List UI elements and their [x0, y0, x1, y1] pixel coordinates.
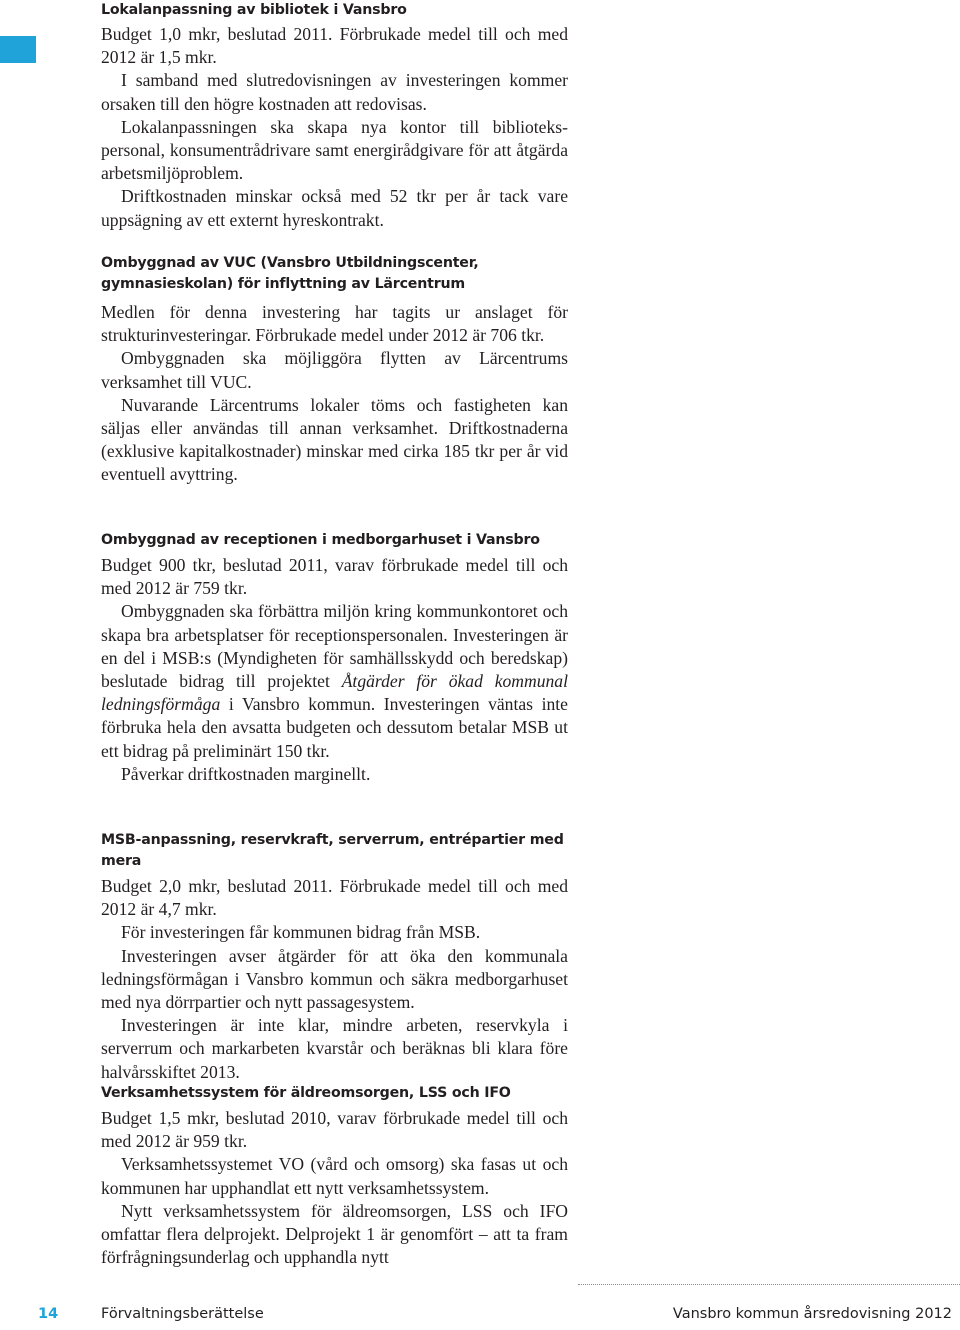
paragraph: Nuvarande Lärcentrums lokaler töms och fastigheten kan säljas eller användas till annan verksamhet. Driftkostnaderna (exklusive kapitalkostnader) minskar med cirka 185 tkr per år vid eventuell avyttring.	[101, 394, 568, 485]
paragraph: I samband med slutredovisningen av investeringen kommer orsaken till den högre kostnaden att redovisas.	[101, 70, 568, 114]
paragraph: Verksamhetssystemet VO (vård och omsorg) ska fasas ut och kommunen har upphandlat ett nytt verksamhetssystem.	[101, 1154, 568, 1198]
section-msb	[101, 830, 568, 1084]
section-verksamhetssystem	[101, 1083, 568, 1269]
section-heading: Ombyggnad av receptionen i medborgarhuset i Vansbro	[101, 532, 540, 548]
section-tab-marker	[0, 36, 36, 63]
page-number: 14	[38, 1306, 59, 1322]
paragraph: För investeringen får kommunen bidrag från MSB.	[121, 922, 481, 943]
paragraph: Lokalanpassningen ska skapa nya kontor till bibliotekspersonal, konsumentrådrivare samt energirådgivare för att åtgärda arbetsmiljöproblem.	[101, 116, 568, 184]
paragraph: Medlen för denna investering har tagits ur anslaget för strukturinvesteringar. Förbrukade medel under 2012 är 706 tkr.	[101, 302, 568, 346]
paragraph: Investeringen avser åtgärder för att öka den kommunala ledningsförmågan i Vansbro kommun och säkra medborgarhuset med nya dörrpartier och nytt passagesystem.	[101, 945, 568, 1013]
footer-section-title: Förvaltningsberättelse	[101, 1306, 264, 1322]
paragraph: Budget 1,5 mkr, beslutad 2010, varav förbrukade medel till och med 2012 är 959 tkr.	[101, 1108, 568, 1152]
paragraph: Nytt verksamhetssystem för äldreomsorgen, LSS och IFO omfattar flera delprojekt. Delprojekt 1 är genomfört – att ta fram förfrågningsunderlag och upphandla nytt	[101, 1200, 568, 1268]
paragraph	[101, 600, 568, 762]
section-heading: Ombyggnad av VUC (Vansbro Utbildningscenter, gymnasieskolan) för inflyttning av Lärcentrum	[101, 255, 479, 292]
paragraph: Påverkar driftkostnaden marginellt.	[121, 763, 371, 784]
paragraph: Ombyggnaden ska möjliggöra flytten av Lärcentrums verksamhet till VUC.	[101, 348, 568, 392]
section-receptionen	[101, 530, 568, 786]
section-bibliotek	[101, 0, 568, 232]
paragraph: Investeringen är inte klar, mindre arbeten, reservkyla i serverrum och markarbeten kvarstår och beräknas bli klara före halvårsskiftet 2013.	[101, 1015, 568, 1082]
paragraph: Budget 1,0 mkr, beslutad 2011. Förbrukade medel till och med 2012 är 1,5 mkr.	[101, 24, 568, 68]
footer-publication: Vansbro kommun årsredovisning 2012	[672, 1306, 952, 1322]
paragraph: Driftkostnaden minskar också med 52 tkr per år tack vare uppsägning av ett externt hyreskontrakt.	[101, 186, 568, 230]
paragraph: Budget 2,0 mkr, beslutad 2011. Förbrukade medel till och med 2012 är 4,7 mkr.	[101, 876, 568, 920]
paragraph: Budget 900 tkr, beslutad 2011, varav förbrukade medel till och med 2012 är 759 tkr.	[101, 555, 568, 599]
project-name: Åtgärder för ökad kommunal ledningsförmåga	[101, 671, 568, 715]
section-heading: Verksamhetssystem för äldreomsorgen, LSS och IFO	[101, 1085, 511, 1101]
paragraph-text: Ombyggnaden ska förbättra miljön kring kommunkontoret och skapa bra arbetsplatser för receptionspersonalen. Investeringen är en del i MSB:s (Myndigheten för samhällsskydd och beredskap) beslutade bidrag till projektet	[101, 601, 568, 692]
section-heading: Lokalanpassning av bibliotek i Vansbro	[101, 2, 407, 18]
section-heading: MSB-anpassning, reservkraft, serverrum, entrépartier med mera	[101, 832, 564, 869]
footer-dotted-rule	[578, 1284, 960, 1285]
paragraph-text: i Vansbro kommun. Investeringen väntas inte förbruka hela den avsatta budgeten och dessutom betalar MSB ut ett bidrag på preliminärt 150 tkr.	[101, 694, 568, 761]
section-vuc	[101, 253, 568, 487]
